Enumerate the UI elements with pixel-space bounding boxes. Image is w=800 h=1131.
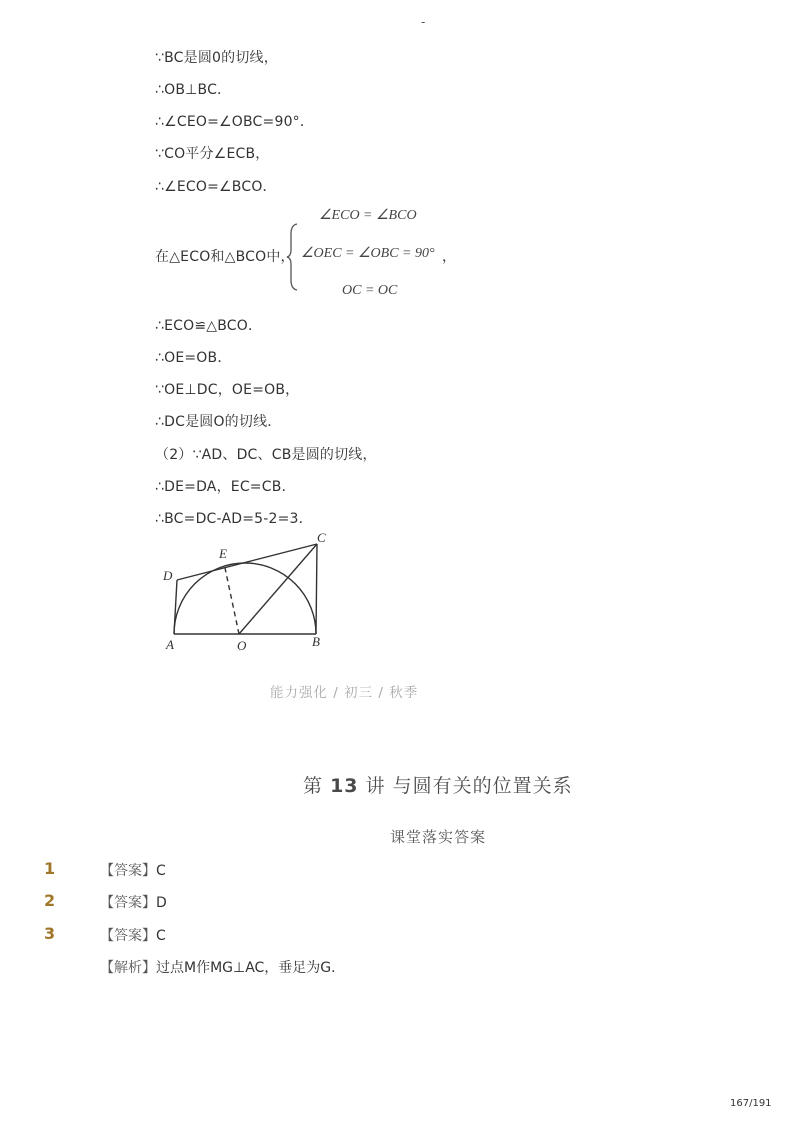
analysis-text: 过点M作MG⊥AC，垂足为G．: [156, 960, 346, 976]
proof-line: ∴∠ECO=∠BCO．: [155, 179, 277, 195]
segment-oe: [225, 568, 239, 634]
question-number: 3: [44, 924, 56, 943]
analysis-tag: 【解析】: [100, 960, 156, 976]
answer-value: C: [156, 863, 166, 879]
system-line-2: ∠OEC = ∠OBC = 90°: [301, 246, 435, 261]
section-subtitle: 课堂落实答案: [390, 828, 487, 846]
answer-tag: 【答案】: [100, 895, 156, 911]
label-b: B: [312, 634, 320, 649]
proof-line: ∴DC是圆O的切线．: [155, 414, 282, 430]
proof-line: ∴ECO≌△BCO．: [155, 318, 263, 334]
answer-line: [100, 925, 166, 945]
proof-line: ∵CO平分∠ECB，: [155, 146, 270, 162]
question-number: 2: [44, 891, 56, 910]
proof-line: ∴DE=DA，EC=CB．: [155, 479, 296, 495]
proof-line: （2）∵AD、DC、CB是圆的切线，: [155, 447, 377, 463]
proof-line: ∴OB⊥BC．: [155, 82, 232, 98]
question-number: 1: [44, 859, 56, 878]
system-line-1: ∠ECO = ∠BCO: [319, 208, 417, 223]
page-footer: 能力强化 / 初三 / 秋季: [270, 685, 419, 701]
segment-oc: [239, 544, 317, 634]
section-title-suffix: 讲 与圆有关的位置关系: [365, 775, 573, 797]
proof-line: ∵OE⊥DC，OE=OB，: [155, 382, 300, 398]
answer-tag: 【答案】: [100, 863, 156, 879]
answer-line: [100, 892, 167, 912]
proof-line: ∴∠CEO=∠OBC=90°．: [155, 114, 315, 130]
analysis-line: [100, 957, 345, 977]
answer-value: C: [156, 928, 166, 944]
answer-value: D: [156, 895, 167, 911]
answer-tag: 【答案】: [100, 928, 156, 944]
label-c: C: [317, 530, 326, 545]
label-e: E: [219, 546, 227, 561]
left-brace-icon: [286, 222, 300, 292]
semicircle: [174, 563, 316, 634]
segment-ad: [174, 580, 177, 634]
system-suffix: ，: [442, 249, 457, 265]
geometry-figure: [160, 528, 335, 653]
system-prefix: 在△ECO和△BCO中，: [155, 249, 295, 265]
section-title-prefix: 第: [303, 775, 324, 797]
label-o: O: [237, 638, 247, 653]
page-number: 167/191: [730, 1098, 772, 1109]
segment-dc: [177, 544, 317, 580]
proof-line: ∴BC=DC-AD=5-2=3．: [155, 511, 313, 527]
label-d: D: [163, 568, 173, 583]
proof-line: ∵BC是圆0的切线，: [155, 50, 278, 66]
segment-cb: [316, 544, 317, 634]
system-line-3: OC = OC: [342, 283, 398, 298]
section-title-number: 13: [330, 775, 359, 797]
label-a: A: [166, 637, 174, 652]
proof-line: ∴OE=OB．: [155, 350, 232, 366]
section-title: [303, 771, 573, 798]
answer-line: [100, 860, 166, 880]
header-mark: -: [421, 15, 426, 29]
